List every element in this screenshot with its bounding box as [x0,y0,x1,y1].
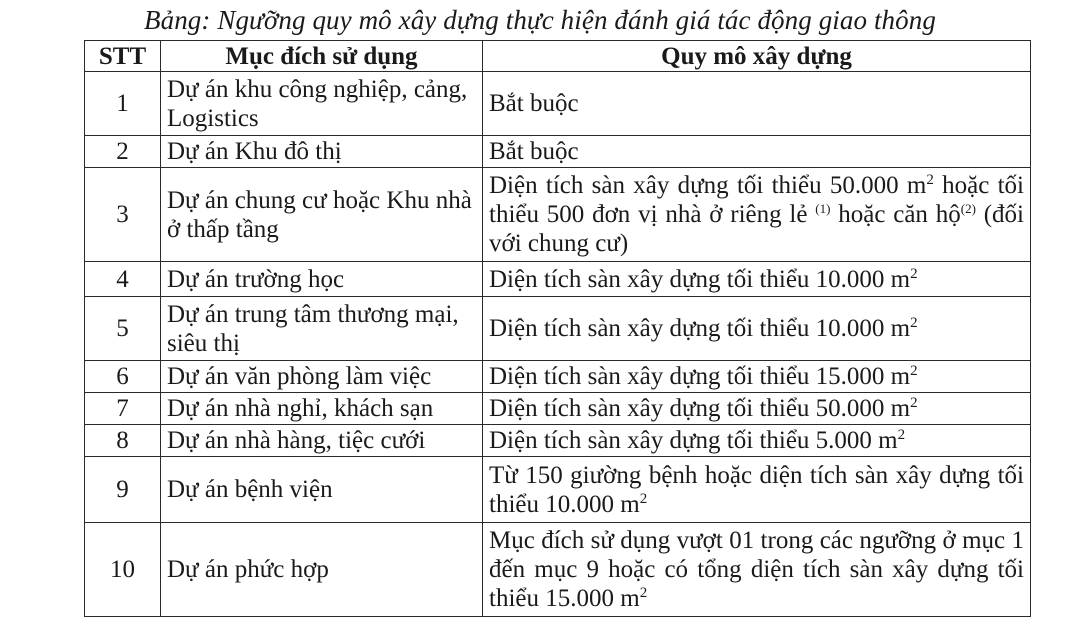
row-scale [483,457,1031,523]
row-purpose: Dự án nhà hàng, tiệc cưới [161,425,483,457]
footnote-marker: (1) [815,201,831,216]
superscript-2: 2 [910,395,918,411]
row-scale [483,361,1031,393]
superscript-2: 2 [910,363,918,379]
row-stt: 10 [85,523,161,617]
row-purpose: Dự án bệnh viện [161,457,483,523]
table-row [85,425,1031,457]
scale-text: Diện tích sàn xây dựng tối thiểu 50.000 m [489,395,911,422]
superscript-2: 2 [926,172,934,188]
row-stt: 5 [85,297,161,361]
row-scale: Bắt buộc [483,136,1031,168]
row-purpose: Dự án Khu đô thị [161,136,483,168]
row-stt: 4 [85,262,161,297]
scale-text: Diện tích sàn xây dựng tối thiểu 10.000 m [489,265,911,293]
row-purpose: Dự án phức hợp [161,523,483,617]
row-stt: 8 [85,425,161,457]
scale-text: Diện tích sàn xây dựng tối thiểu 5.000 m [489,427,898,454]
scale-text: Từ 150 giường bệnh hoặc diện tích sàn xây dựng tối thiểu 10.000 m [489,461,1024,518]
row-purpose: Dự án khu công nghiệp, cảng, Logistics [161,72,483,136]
superscript-2: 2 [639,490,648,507]
superscript-2: 2 [910,265,918,282]
table-row [85,72,1031,136]
scale-text: (đối với chung cư) [489,201,1024,257]
row-scale [483,168,1031,262]
scale-text: Diện tích sàn xây dựng tối thiểu 50.000 m [489,172,927,199]
row-scale [483,523,1031,617]
table-row [85,136,1031,168]
row-stt: 7 [85,393,161,425]
footnote-marker: (2) [960,201,976,216]
table-row [85,262,1031,297]
table-row [85,168,1031,262]
table-row [85,297,1031,361]
row-purpose: Dự án chung cư hoặc Khu nhà ở thấp tầng [161,168,483,262]
row-stt: 9 [85,457,161,523]
row-purpose: Dự án trường học [161,262,483,297]
header-row [85,41,1031,72]
row-scale [483,262,1031,297]
row-purpose: Dự án nhà nghỉ, khách sạn [161,393,483,425]
row-scale [483,297,1031,361]
row-purpose: Dự án trung tâm thương mại, siêu thị [161,297,483,361]
row-stt: 3 [85,168,161,262]
row-stt: 2 [85,136,161,168]
table-row [85,361,1031,393]
scale-text: hoặc tối thiểu 500 đơn vị nhà ở riêng lẻ [489,172,1024,228]
superscript-2: 2 [910,315,918,331]
superscript-2: 2 [639,585,648,601]
traffic-impact-threshold-table [84,40,1031,617]
header-stt: STT [85,41,161,72]
superscript-2: 2 [897,427,906,443]
scale-text: hoặc căn hộ [830,201,961,228]
row-purpose: Dự án văn phòng làm việc [161,361,483,393]
table-row [85,393,1031,425]
header-scale: Quy mô xây dựng [483,41,1031,72]
row-scale [483,393,1031,425]
table-caption: Bảng: Ngưỡng quy mô xây dựng thực hiện đánh giá tác động giao thông [144,5,936,35]
scale-text: Diện tích sàn xây dựng tối thiểu 10.000 m [489,315,911,342]
row-stt: 6 [85,361,161,393]
header-purpose: Mục đích sử dụng [161,41,483,72]
row-scale: Bắt buộc [483,72,1031,136]
row-stt: 1 [85,72,161,136]
scale-text: Mục đích sử dụng vượt 01 trong các ngưỡng ở mục 1 đến mục 9 hoặc có tổng diện tích sàn xây dựng tối thiểu 15.000 m [489,527,1024,612]
row-scale [483,425,1031,457]
table-row [85,523,1031,617]
table-row [85,457,1031,523]
scale-text: Diện tích sàn xây dựng tối thiểu 15.000 m [489,363,911,390]
